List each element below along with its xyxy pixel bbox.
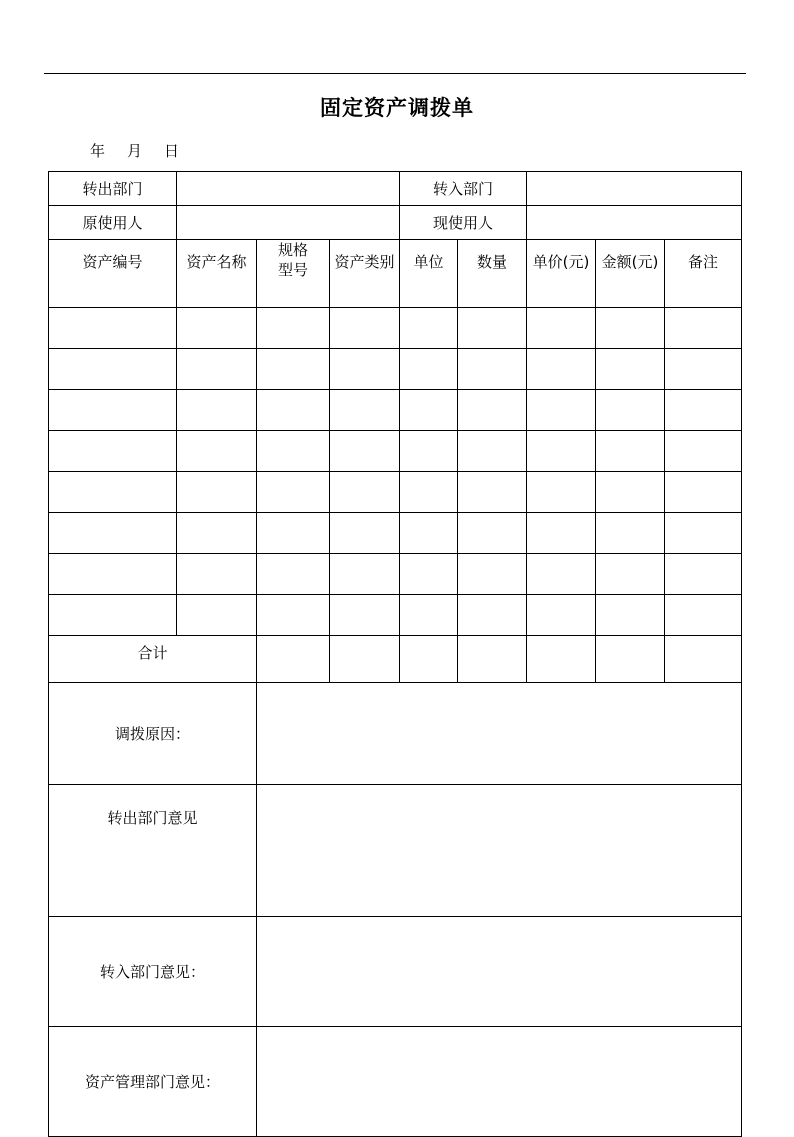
cell-unit[interactable] [400, 390, 458, 431]
table-row [49, 431, 742, 472]
cell-category[interactable] [330, 431, 400, 472]
col-quantity: 数量 [458, 240, 527, 308]
cell-amount[interactable] [596, 595, 665, 636]
out-dept-label: 转出部门 [49, 172, 177, 206]
mgmt-opinion-label: 资产管理部门意见： [49, 1027, 257, 1137]
cell-quantity[interactable] [458, 349, 527, 390]
cell-unit[interactable] [400, 513, 458, 554]
total-row [49, 636, 742, 683]
cell-asset-no[interactable] [49, 308, 177, 349]
cell-category[interactable] [330, 554, 400, 595]
cell-note[interactable] [665, 308, 742, 349]
cell-spec[interactable] [257, 513, 330, 554]
reason-row [49, 683, 742, 785]
table-row [49, 554, 742, 595]
curr-user-field[interactable] [527, 206, 742, 240]
cell-category[interactable] [330, 308, 400, 349]
total-category-cell[interactable] [330, 636, 400, 683]
cell-quantity[interactable] [458, 390, 527, 431]
cell-unit-price[interactable] [527, 349, 596, 390]
cell-asset-no[interactable] [49, 472, 177, 513]
cell-asset-no[interactable] [49, 390, 177, 431]
cell-note[interactable] [665, 595, 742, 636]
cell-unit[interactable] [400, 349, 458, 390]
total-unit-cell[interactable] [400, 636, 458, 683]
cell-amount[interactable] [596, 349, 665, 390]
cell-amount[interactable] [596, 308, 665, 349]
table-row [49, 595, 742, 636]
in-opinion-row [49, 917, 742, 1027]
cell-asset-no[interactable] [49, 349, 177, 390]
total-spec-cell[interactable] [257, 636, 330, 683]
cell-spec[interactable] [257, 595, 330, 636]
table-row [49, 472, 742, 513]
month-label: 月 [127, 142, 143, 160]
cell-spec[interactable] [257, 431, 330, 472]
cell-asset-name[interactable] [177, 595, 257, 636]
cell-unit-price[interactable] [527, 308, 596, 349]
out-opinion-label: 转出部门意见 [49, 785, 257, 917]
col-spec [257, 240, 330, 308]
total-note-cell[interactable] [665, 636, 742, 683]
cell-amount[interactable] [596, 554, 665, 595]
top-rule [44, 73, 746, 74]
col-unit: 单位 [400, 240, 458, 308]
item-rows [49, 308, 742, 636]
table-row [49, 513, 742, 554]
orig-user-field[interactable] [177, 206, 400, 240]
in-opinion-field[interactable] [257, 917, 742, 1027]
cell-asset-name[interactable] [177, 349, 257, 390]
cell-category[interactable] [330, 349, 400, 390]
cell-spec[interactable] [257, 349, 330, 390]
orig-user-label: 原使用人 [49, 206, 177, 240]
in-opinion-label: 转入部门意见： [49, 917, 257, 1027]
col-asset-name: 资产名称 [177, 240, 257, 308]
col-spec-line1: 规格 [277, 241, 308, 259]
cell-spec[interactable] [257, 308, 330, 349]
cell-asset-name[interactable] [177, 431, 257, 472]
cell-spec[interactable] [257, 472, 330, 513]
cell-unit[interactable] [400, 472, 458, 513]
cell-asset-name[interactable] [177, 390, 257, 431]
cell-amount[interactable] [596, 390, 665, 431]
cell-asset-name[interactable] [177, 513, 257, 554]
cell-asset-no[interactable] [49, 431, 177, 472]
cell-category[interactable] [330, 595, 400, 636]
year-label: 年 [90, 142, 106, 160]
cell-asset-name[interactable] [177, 308, 257, 349]
cell-asset-name[interactable] [177, 472, 257, 513]
cell-amount[interactable] [596, 472, 665, 513]
cell-unit-price[interactable] [527, 554, 596, 595]
cell-quantity[interactable] [458, 595, 527, 636]
cell-amount[interactable] [596, 431, 665, 472]
curr-user-label: 现使用人 [400, 206, 527, 240]
day-label: 日 [164, 142, 180, 160]
total-unit-price-cell[interactable] [527, 636, 596, 683]
cell-note[interactable] [665, 390, 742, 431]
table-row [49, 390, 742, 431]
col-category: 资产类别 [330, 240, 400, 308]
total-amount-cell[interactable] [596, 636, 665, 683]
cell-unit-price[interactable] [527, 595, 596, 636]
cell-asset-no[interactable] [49, 595, 177, 636]
reason-field[interactable] [257, 683, 742, 785]
cell-asset-no[interactable] [49, 554, 177, 595]
mgmt-opinion-row [49, 1027, 742, 1137]
col-amount: 金额(元) [596, 240, 665, 308]
cell-asset-name[interactable] [177, 554, 257, 595]
cell-unit-price[interactable] [527, 472, 596, 513]
cell-note[interactable] [665, 472, 742, 513]
col-asset-no: 资产编号 [49, 240, 177, 308]
cell-note[interactable] [665, 554, 742, 595]
col-note: 备注 [665, 240, 742, 308]
total-quantity-cell[interactable] [458, 636, 527, 683]
col-unit-price: 单价(元) [527, 240, 596, 308]
cell-unit-price[interactable] [527, 431, 596, 472]
cell-unit-price[interactable] [527, 513, 596, 554]
cell-unit[interactable] [400, 554, 458, 595]
cell-unit[interactable] [400, 308, 458, 349]
cell-category[interactable] [330, 390, 400, 431]
out-opinion-row [49, 785, 742, 917]
header-row-user [49, 206, 742, 240]
table-row [49, 308, 742, 349]
cell-unit-price[interactable] [527, 390, 596, 431]
mgmt-opinion-field[interactable] [257, 1027, 742, 1137]
out-dept-field[interactable] [177, 172, 400, 206]
date-line [90, 140, 179, 161]
cell-unit[interactable] [400, 595, 458, 636]
cell-note[interactable] [665, 431, 742, 472]
cell-unit[interactable] [400, 431, 458, 472]
header-row-dept [49, 172, 742, 206]
cell-quantity[interactable] [458, 431, 527, 472]
reason-label: 调拨原因： [49, 683, 257, 785]
cell-quantity[interactable] [458, 472, 527, 513]
cell-spec[interactable] [257, 390, 330, 431]
total-label: 合计 [49, 636, 257, 683]
table-row [49, 349, 742, 390]
in-dept-field[interactable] [527, 172, 742, 206]
cell-quantity[interactable] [458, 554, 527, 595]
cell-category[interactable] [330, 513, 400, 554]
cell-category[interactable] [330, 472, 400, 513]
cell-quantity[interactable] [458, 513, 527, 554]
in-dept-label: 转入部门 [400, 172, 527, 206]
transfer-form-table [48, 171, 742, 1137]
out-opinion-field[interactable] [257, 785, 742, 917]
column-header-row [49, 240, 742, 308]
cell-note[interactable] [665, 349, 742, 390]
col-spec-line2: 型号 [277, 261, 308, 279]
cell-spec[interactable] [257, 554, 330, 595]
cell-note[interactable] [665, 513, 742, 554]
page-title: 固定资产调拨单 [320, 95, 474, 120]
cell-quantity[interactable] [458, 308, 527, 349]
cell-amount[interactable] [596, 513, 665, 554]
cell-asset-no[interactable] [49, 513, 177, 554]
